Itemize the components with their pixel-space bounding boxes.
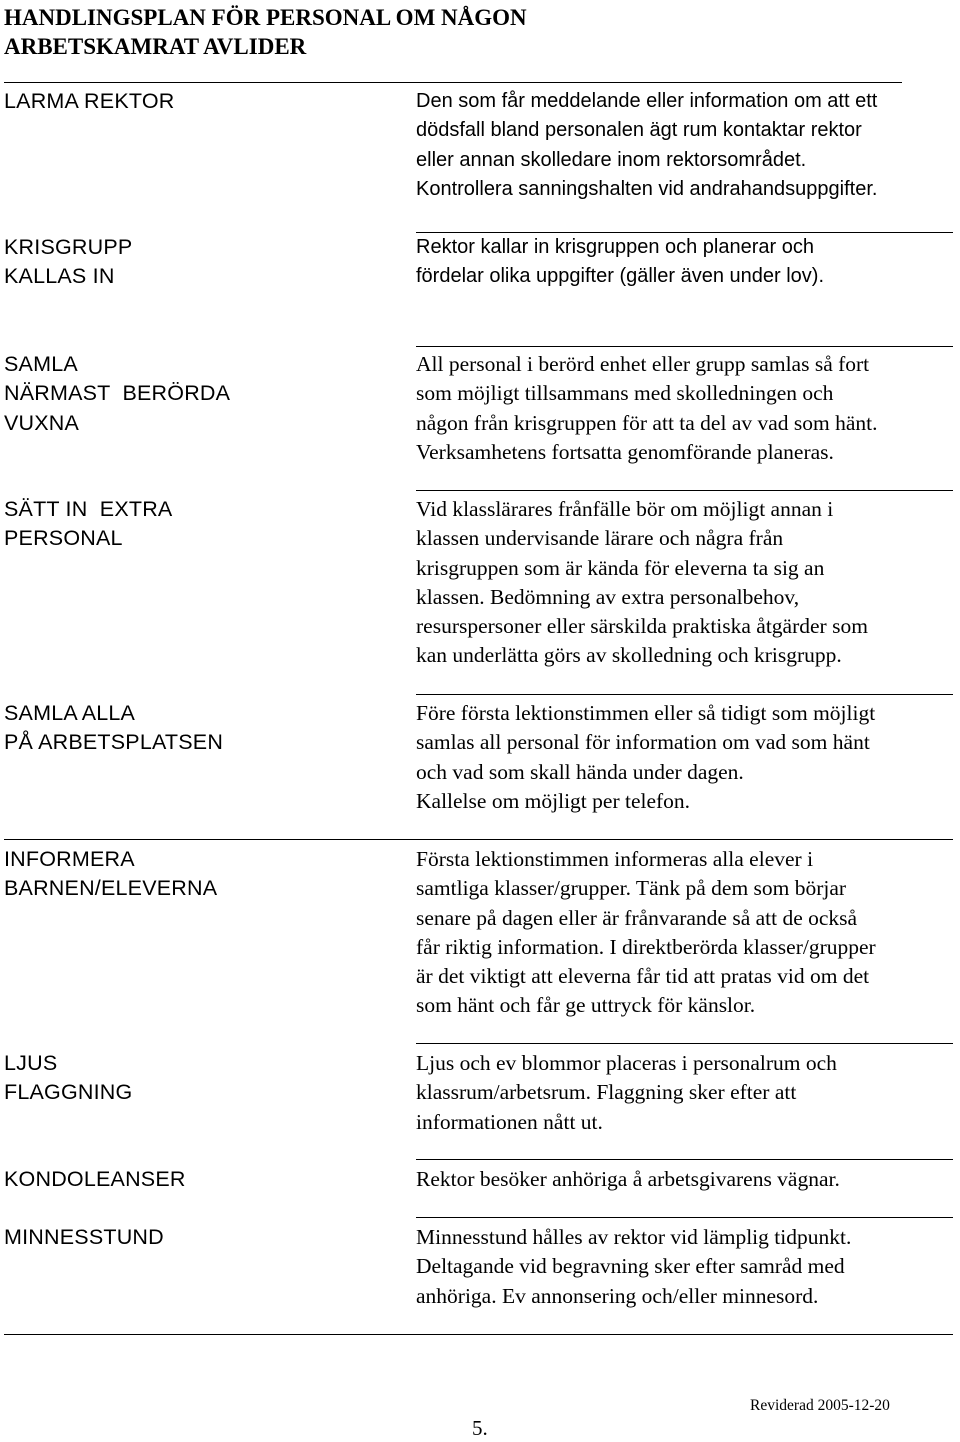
document-title — [4, 3, 527, 61]
section-heading: SÄTT IN EXTRA PERSONAL — [4, 497, 173, 551]
divider — [416, 694, 953, 695]
section-text: Vid klasslärares frånfälle bör om möjligt annan i klassen undervisande lärare och några från krisgruppen som är kända för eleverna ta sig an klassen. Bedömning av extra personalbehov, resurspersoner eller särskilda praktiska åtgärder som kan underlätta görs av skolledning och krisgrupp. — [416, 497, 868, 668]
section-text: Rektor kallar in krisgruppen och planerar och fördelar olika uppgifter (gäller även under lov). — [416, 236, 824, 288]
section-heading: SAMLA ALLA PÅ ARBETSPLATSEN — [4, 701, 224, 755]
section-text: All personal i berörd enhet eller grupp samlas så fort som möjligt tillsammans med skolledningen och någon från krisgruppen för att ta del av vad som hänt. Verksamhetens fortsatta genomförande planeras. — [416, 352, 878, 464]
divider — [416, 1043, 953, 1044]
divider — [416, 346, 953, 347]
section-heading: LARMA REKTOR — [4, 89, 175, 113]
divider — [416, 1159, 953, 1160]
divider — [4, 839, 953, 840]
section-text: Minnesstund hålles av rektor vid lämplig tidpunkt. Deltagande vid begravning sker efter samråd med anhöriga. Ev annonsering och/eller minnesord. — [416, 1225, 852, 1308]
section-heading: INFORMERA BARNEN/ELEVERNA — [4, 847, 218, 901]
section-text: Ljus och ev blommor placeras i personalrum och klassrum/arbetsrum. Flaggning sker efter att informationen nått ut. — [416, 1051, 837, 1134]
revision-date: Reviderad 2005-12-20 — [750, 1397, 890, 1414]
section-text: Den som får meddelande eller information om att ett dödsfall bland personalen ägt rum kontaktar rektor eller annan skolledare inom rektorsområdet. Kontrollera sanningshalten vid andrahandsuppgifter. — [416, 90, 878, 200]
page-number: 5. — [472, 1416, 488, 1440]
divider — [4, 1334, 953, 1335]
section-text: Före första lektionstimmen eller så tidigt som möjligt samlas all personal för information om vad som hänt och vad som skall hända under dagen. Kallelse om möjligt per telefon. — [416, 701, 876, 813]
section-heading: KONDOLEANSER — [4, 1167, 186, 1191]
section-heading: LJUS FLAGGNING — [4, 1051, 133, 1105]
divider — [4, 82, 902, 83]
divider — [416, 1217, 953, 1218]
title-line-2: ARBETSKAMRAT AVLIDER — [4, 34, 307, 59]
section-text: Första lektionstimmen informeras alla elever i samtliga klasser/grupper. Tänk på dem som börjar senare på dagen eller är frånvarande så att de också får riktig information. I direktberörda klasser/grupper är det viktigt att eleverna får tid att pratas vid om det som hänt och får ge uttryck för känslor. — [416, 847, 876, 1018]
section-text: Rektor besöker anhöriga å arbetsgivarens vägnar. — [416, 1167, 840, 1191]
section-heading: KRISGRUPP KALLAS IN — [4, 235, 133, 289]
section-heading: MINNESSTUND — [4, 1225, 164, 1249]
section-heading: SAMLA NÄRMAST BERÖRDA VUXNA — [4, 352, 231, 435]
title-line-1: HANDLINGSPLAN FÖR PERSONAL OM NÅGON — [4, 5, 527, 30]
divider — [416, 490, 953, 491]
